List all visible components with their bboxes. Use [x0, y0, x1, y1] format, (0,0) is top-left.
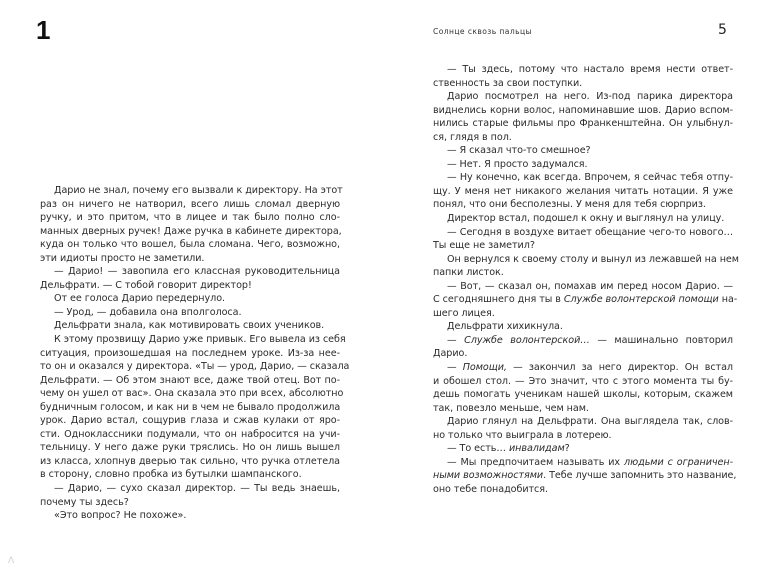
text-run: нились старые фильмы про Франкенштейна. Он улыбнул- [433, 118, 733, 130]
text-run: виднелись корни волос, напоминавшие шов. Дарио вспом- [433, 104, 733, 116]
text-line [433, 266, 733, 280]
text-run: и обошел стол. — Это значит, что с этого момента ты бу- [433, 375, 733, 387]
text-line: чему он ушел от вас». Она сказала это при всех, абсолютно [40, 388, 344, 400]
text-run: — [447, 362, 463, 374]
text-line [433, 239, 733, 253]
text-line [433, 320, 733, 334]
corner-mark: Λ [8, 556, 15, 566]
text-line [433, 334, 733, 348]
text-run: ся, глядя в пол. [433, 131, 512, 143]
text-line [433, 280, 733, 294]
text-line [433, 171, 733, 185]
text-line [433, 253, 739, 267]
text-run: Дарио глянул на Дельфрати. Она выглядела так, слов- [447, 416, 733, 428]
text-run: — Я сказал что-то смешное? [447, 145, 591, 157]
text-run: Ты еще не заметил? [433, 240, 535, 252]
text-run: — Ты здесь, потому что настало время нести ответ- [447, 64, 733, 75]
italic-term: Службе волонтерской… [464, 334, 590, 346]
text-line [433, 347, 733, 361]
text-line: тельницу. У него даже руки тряслись. Но он лишь вышел [40, 442, 340, 454]
text-line [433, 307, 733, 321]
text-run: — Вот, — сказал он, помахав им перед носом Дарио. — [447, 280, 733, 292]
text-run: . Тебе лучше запомнить это название, [543, 470, 737, 482]
text-line [433, 429, 733, 443]
text-line [433, 90, 733, 104]
text-line [433, 469, 737, 483]
text-run: — Мы предпочитаем называть их [447, 456, 625, 468]
text-line [433, 226, 733, 240]
text-run: — Сегодня в воздухе витает обещание чего-то нового… [447, 226, 733, 238]
italic-term: инвалидам [508, 443, 565, 455]
text-run: Он вернулся к своему столу и вынул из лежавшей на нем [447, 253, 739, 265]
text-run: папки листок. [433, 267, 504, 279]
text-line: — Урод, — добавила она вполголоса. [54, 306, 242, 318]
text-line: Дельфрати знала, как мотивировать своих учеников. [54, 320, 325, 332]
text-line [433, 185, 733, 199]
page-number: 5 [718, 22, 727, 38]
text-line: манных дверных ручек! Даже ручка в кабинете директора, [40, 225, 342, 237]
text-line: К этому прозвищу Дарио уже привык. Его вывела из себя [54, 334, 346, 346]
text-run: — Нет. Я просто задумался. [447, 158, 588, 170]
text-run: щу. У меня нет никакого желания читать нотации. Я уже [433, 185, 733, 197]
text-line [433, 158, 733, 172]
text-run: Директор встал, подошел к окну и выглянул на улицу. [447, 213, 725, 225]
text-line [433, 77, 733, 91]
text-line: — Дарио! — завопила его классная руководительница [54, 266, 340, 278]
text-line: раз он ничего не натворил, всего лишь сломал дверную [40, 198, 340, 210]
text-line [433, 117, 733, 131]
text-line [433, 293, 738, 307]
text-line: Дельфрати. — С тобой говорит директор! [40, 279, 252, 291]
text-line: эти идиоты просто не заметили. [40, 252, 205, 264]
text-run: так, повезло меньше, чем нам. [433, 402, 589, 414]
text-run: Дарио посмотрел на него. Из-под парика директора [447, 91, 733, 103]
text-line: почему ты здесь? [40, 496, 129, 508]
italic-term: людьми с ограничен- [624, 456, 733, 468]
text-line [433, 483, 733, 497]
text-line [433, 456, 733, 470]
text-line: От ее голоса Дарио передернуло. [54, 293, 226, 305]
text-run: Дарио. [433, 348, 468, 360]
text-line [433, 104, 733, 118]
text-line: Дельфрати. — Об этом знают все, даже твой отец. Вот по- [40, 374, 340, 386]
text-line [433, 212, 733, 226]
text-run: но только что выиграла в лотерею. [433, 429, 612, 441]
text-run: — машинально повторил [589, 334, 733, 346]
text-line: куда он только что вошел, была сломана. Чего, возможно, [40, 239, 340, 251]
italic-term: ными возможностями [433, 470, 544, 482]
chapter-number: 1 [36, 15, 51, 45]
text-line [433, 415, 733, 429]
text-run: — Ну конечно, как всегда. Впрочем, я сейчас тебя отпу- [447, 172, 733, 184]
text-run: шего лицея. [433, 307, 495, 319]
text-line: будничным голосом, и как ни в чем не бывало продолжила [40, 401, 341, 413]
text-line [433, 198, 733, 212]
text-line [433, 402, 733, 416]
text-line: сти. Одноклассники подумали, что он набросится на учи- [40, 428, 340, 440]
text-line: то он и оказался у директора. «Ты — урод, Дарио, — сказала [40, 361, 350, 373]
text-run: дешь помогать ученикам нашей школы, которым, скажем [433, 389, 733, 401]
text-line: из класса, хлопнув дверью так сильно, что ручка отлетела [40, 455, 340, 467]
right-page [385, 0, 770, 578]
text-line [433, 375, 733, 389]
text-run: Дельфрати хихикнула. [447, 321, 563, 333]
text-line: «Это вопрос? Не похоже». [54, 510, 187, 522]
text-line [433, 388, 733, 402]
right-page-body-text [433, 63, 739, 497]
text-line [433, 361, 733, 375]
text-line: урок. Дарио встал, сощурив глаза и сжав кулаки от яро- [40, 415, 340, 427]
italic-term: Помощи, [462, 362, 507, 374]
text-run: ? [564, 443, 570, 455]
text-line: Дарио не знал, почему его вызвали к директору. На этот [54, 185, 343, 196]
text-run: оно тебе понадобится. [433, 483, 549, 495]
text-run: на- [718, 294, 738, 306]
text-run: понял, что они бесполезны. У меня для тебя сюрприз. [433, 199, 706, 211]
text-line: в сторону, словно пробка из бутылки шампанского. [40, 469, 302, 481]
text-line [433, 144, 733, 158]
text-line: — Дарио, — сухо сказал директор. — Ты ведь знаешь, [54, 483, 340, 495]
text-run: — То есть… [447, 443, 509, 455]
text-line [433, 63, 733, 77]
left-page-body-text [40, 184, 350, 523]
text-run: ственность за свои поступки. [433, 77, 583, 89]
text-run: — [447, 334, 465, 346]
text-line [433, 131, 733, 145]
text-line [433, 442, 733, 456]
italic-term: Службе волонтерской помощи [563, 294, 719, 306]
running-head-book-title: Солнце сквозь пальцы [433, 27, 532, 36]
text-line: ручку, и это притом, что в лицее и так было полно сло- [40, 212, 340, 224]
text-run: С сегодняшнего дня ты в [433, 294, 564, 306]
text-line: ситуация, произошедшая на последнем уроке. Из-за нее- [40, 347, 340, 359]
text-run: — закончил за него директор. Он встал [506, 362, 733, 374]
